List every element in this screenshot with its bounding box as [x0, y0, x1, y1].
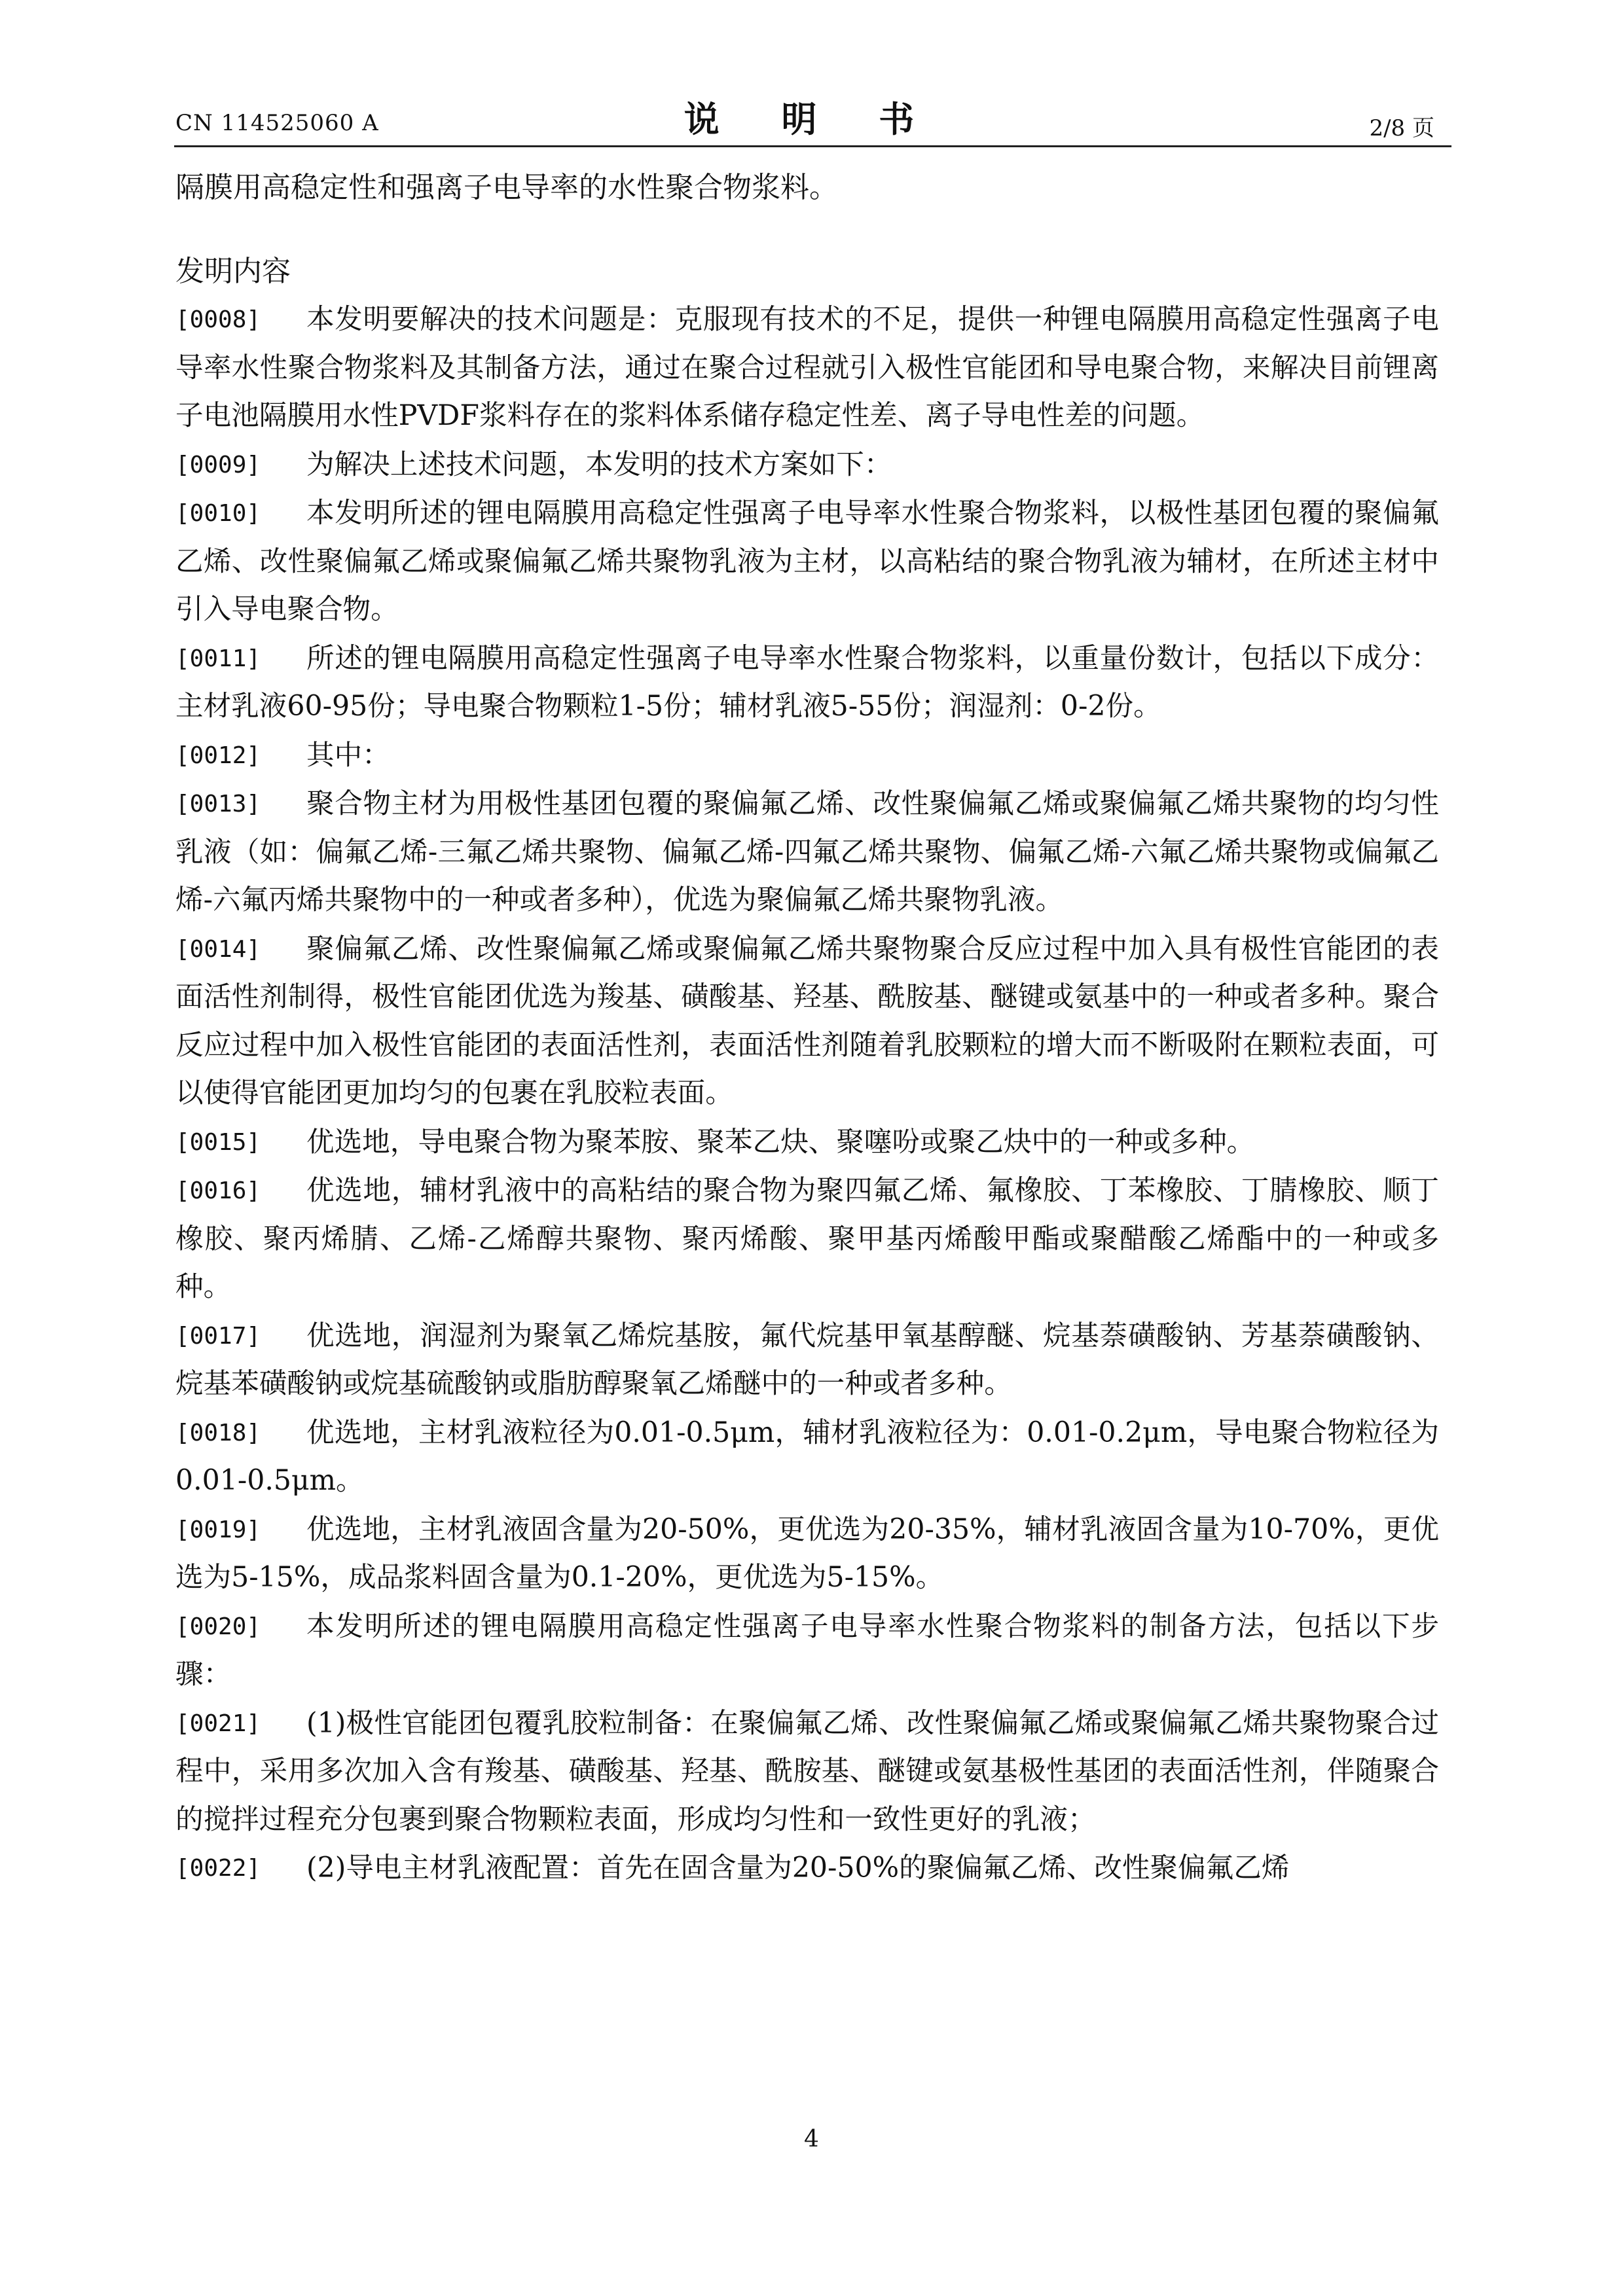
paragraph-0008: [175, 296, 1439, 440]
paragraph-text: 为解决上述技术问题，本发明的技术方案如下：: [306, 448, 892, 481]
paragraph-0015: [175, 1119, 1439, 1167]
paragraph-0012: [175, 732, 1439, 780]
paragraph-number: [0008]: [175, 306, 261, 333]
paragraph-text: 优选地，辅材乳液中的高粘结的聚合物为聚四氟乙烯、氟橡胶、丁苯橡胶、丁腈橡胶、顺丁橡胶、聚丙烯腈、乙烯-乙烯醇共聚物、聚丙烯酸、聚甲基丙烯酸甲酯或聚醋酸乙烯酯中的一种或多种。: [175, 1174, 1439, 1303]
paragraph-number: [0022]: [175, 1855, 261, 1882]
paragraph-0011: [175, 635, 1439, 731]
paragraph-text: 本发明所述的锂电隔膜用高稳定性强离子电导率水性聚合物浆料的制备方法，包括以下步骤：: [175, 1609, 1439, 1691]
section-title: 发明内容: [175, 255, 291, 288]
paragraph-text: 聚偏氟乙烯、改性聚偏氟乙烯或聚偏氟乙烯共聚物聚合反应过程中加入具有极性官能团的表面活性剂制得，极性官能团优选为羧基、磺酸基、羟基、酰胺基、醚键或氨基中的一种或者多种。聚合反应过程中加入极性官能团的表面活性剂，表面活性剂随着乳胶颗粒的增大而不断吸附在颗粒表面，可以使得官能团更加均匀的包裹在乳胶粒表面。: [175, 932, 1439, 1109]
intro-line: 隔膜用高稳定性和强离子电导率的水性聚合物浆料。: [175, 171, 838, 204]
paragraph-number: [0015]: [175, 1128, 261, 1156]
document-body: [175, 164, 1439, 1893]
paragraph-0018: [175, 1409, 1439, 1505]
paragraph-number: [0009]: [175, 451, 261, 478]
paragraph-0013: [175, 780, 1439, 925]
paragraph-number: [0012]: [175, 742, 261, 769]
paragraph-number: [0018]: [175, 1419, 261, 1446]
paragraph-0016: [175, 1167, 1439, 1312]
paragraph-text: 所述的锂电隔膜用高稳定性强离子电导率水性聚合物浆料，以重量份数计，包括以下成分：主材乳液60-95份；导电聚合物颗粒1-5份；辅材乳液5-55份；润湿剂：0-2份。: [175, 641, 1439, 723]
paragraph-0017: [175, 1312, 1439, 1408]
paragraph-0019: [175, 1506, 1439, 1602]
paragraph-0021: [175, 1700, 1439, 1844]
page-reference: 2/8 页: [1369, 115, 1434, 141]
paragraph-text: 优选地，润湿剂为聚氧乙烯烷基胺，氟代烷基甲氧基醇醚、烷基萘磺酸钠、芳基萘磺酸钠、烷基苯磺酸钠或烷基硫酸钠或脂肪醇聚氧乙烯醚中的一种或者多种。: [175, 1319, 1439, 1400]
paragraph-text: 优选地，导电聚合物为聚苯胺、聚苯乙炔、聚噻吩或聚乙炔中的一种或多种。: [306, 1125, 1255, 1158]
paragraph-number: [0020]: [175, 1613, 261, 1640]
paragraph-number: [0016]: [175, 1177, 261, 1204]
paragraph-number: [0010]: [175, 500, 261, 527]
paragraph-number: [0021]: [175, 1710, 261, 1737]
paragraph-text: 本发明要解决的技术问题是：克服现有技术的不足，提供一种锂电隔膜用高稳定性强离子电导率水性聚合物浆料及其制备方法，通过在聚合过程就引入极性官能团和导电聚合物，来解决目前锂离子电池隔膜用水性PVDF浆料存在的浆料体系储存稳定性差、离子导电性差的问题。: [175, 303, 1439, 432]
page-number: 4: [804, 2126, 819, 2153]
paragraph-0014: [175, 925, 1439, 1118]
paragraph-number: [0013]: [175, 791, 261, 817]
paragraph-number: [0019]: [175, 1516, 261, 1543]
paragraph-0022: [175, 1844, 1439, 1893]
paragraph-text: 其中：: [306, 738, 390, 772]
paragraph-text: (1)极性官能团包覆乳胶粒制备：在聚偏氟乙烯、改性聚偏氟乙烯或聚偏氟乙烯共聚物聚合过程中，采用多次加入含有羧基、磺酸基、羟基、酰胺基、醚键或氨基极性基团的表面活性剂，伴随聚合的搅拌过程充分包裹到聚合物颗粒表面，形成均匀性和一致性更好的乳液；: [175, 1706, 1439, 1836]
patent-number: CN 114525060 A: [175, 110, 379, 136]
paragraph-number: [0011]: [175, 645, 261, 672]
paragraph-number: [0017]: [175, 1322, 261, 1350]
paragraph-0020: [175, 1603, 1439, 1699]
paragraph-text: (2)导电主材乳液配置：首先在固含量为20-50%的聚偏氟乙烯、改性聚偏氟乙烯: [306, 1852, 1290, 1884]
header-divider: [174, 145, 1451, 147]
paragraph-0009: [175, 441, 1439, 490]
paragraph-text: 优选地，主材乳液粒径为0.01-0.5μm，辅材乳液粒径为：0.01-0.2μm，导电聚合物粒径为0.01-0.5μm。: [175, 1416, 1439, 1497]
paragraph-number: [0014]: [175, 935, 261, 963]
paragraph-0010: [175, 490, 1439, 634]
paragraph-text: 本发明所述的锂电隔膜用高稳定性强离子电导率水性聚合物浆料，以极性基团包覆的聚偏氟乙烯、改性聚偏氟乙烯或聚偏氟乙烯共聚物乳液为主材，以高粘结的聚合物乳液为辅材，在所述主材中引入导电聚合物。: [175, 497, 1439, 626]
document-title: 说 明 书: [684, 98, 939, 140]
paragraph-text: 优选地，主材乳液固含量为20-50%，更优选为20-35%，辅材乳液固含量为10-70%，更优选为5-15%，成品浆料固含量为0.1-20%，更优选为5-15%。: [175, 1513, 1439, 1594]
paragraph-text: 聚合物主材为用极性基团包覆的聚偏氟乙烯、改性聚偏氟乙烯或聚偏氟乙烯共聚物的均匀性乳液（如：偏氟乙烯-三氟乙烯共聚物、偏氟乙烯-四氟乙烯共聚物、偏氟乙烯-六氟乙烯共聚物或偏氟乙烯-六氟丙烯共聚物中的一种或者多种），优选为聚偏氟乙烯共聚物乳液。: [175, 787, 1439, 916]
